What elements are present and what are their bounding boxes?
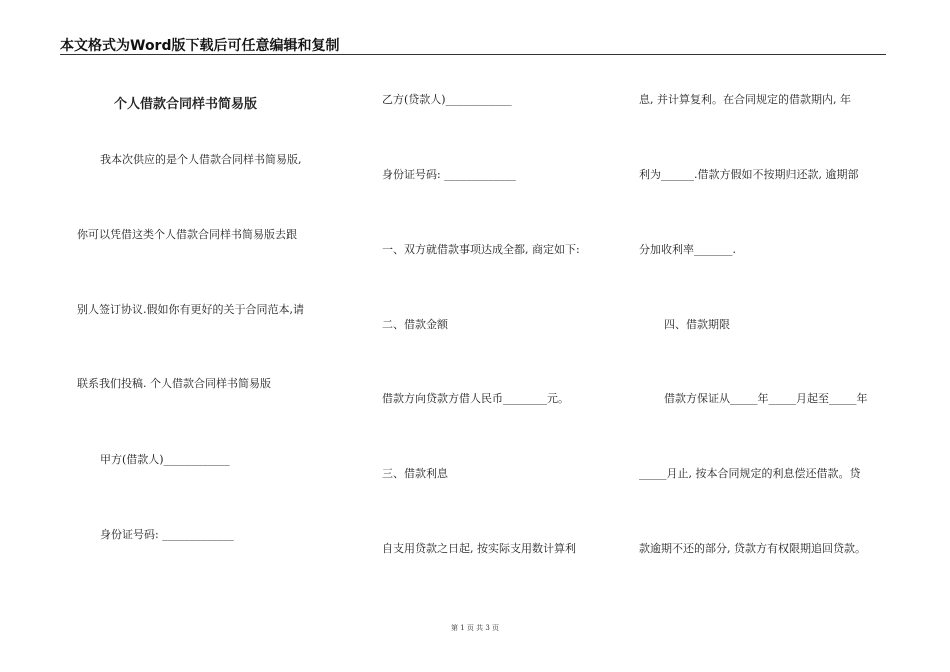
loan-amount-line: 借款方向贷款方借人民币________元。 (382, 392, 569, 405)
paragraph-line: 别人签订协议.假如你有更好的关于合同范本,请 (77, 303, 304, 316)
interest-continued-line: 息, 并计算复利。在合同规定的借款期内, 年 (639, 93, 851, 106)
lender-id-line: 身份证号码: _____________ (382, 168, 516, 181)
interest-rate-line: 利为______.借款方假如不按期归还款, 逾期部 (639, 168, 859, 181)
loan-term-line: 借款方保证从_____年_____月起至_____年 (664, 392, 868, 405)
overdue-recovery-line: 款逾期不还的部分, 贷款方有权限期追回贷款。 (639, 542, 866, 555)
paragraph-line: 联系我们投稿. 个人借款合同样书简易版 (77, 377, 271, 390)
borrower-id-line: 身份证号码: _____________ (100, 528, 234, 541)
agreement-line: 一、双方就借款事项达成全都, 商定如下: (382, 243, 580, 256)
section-heading-interest: 三、借款利息 (382, 467, 448, 480)
overdue-rate-line: 分加收利率_______. (639, 243, 736, 256)
document-title: 个人借款合同样书简易版 (114, 97, 258, 112)
text-column-2 (330, 0, 620, 672)
paragraph-line: 我本次供应的是个人借款合同样书简易版, (100, 153, 302, 166)
interest-line: 自支用贷款之日起, 按实际支用数计算利 (382, 542, 576, 555)
lender-party-line: 乙方(贷款人)____________ (382, 93, 512, 106)
text-column-3 (620, 0, 950, 672)
borrower-party-line: 甲方(借款人)____________ (100, 453, 230, 466)
page-number: 第 1 页 共 3 页 (450, 624, 500, 632)
text-column-1 (0, 0, 330, 672)
paragraph-line: 你可以凭借这类个人借款合同样书简易版去跟 (77, 228, 297, 241)
header-title: 本文格式为Word版下载后可任意编辑和复制 (60, 38, 340, 54)
section-heading-amount: 二、借款金额 (382, 318, 448, 331)
repayment-line: _____月止, 按本合同规定的利息偿还借款。贷 (639, 467, 861, 480)
section-heading-term: 四、借款期限 (664, 318, 730, 331)
